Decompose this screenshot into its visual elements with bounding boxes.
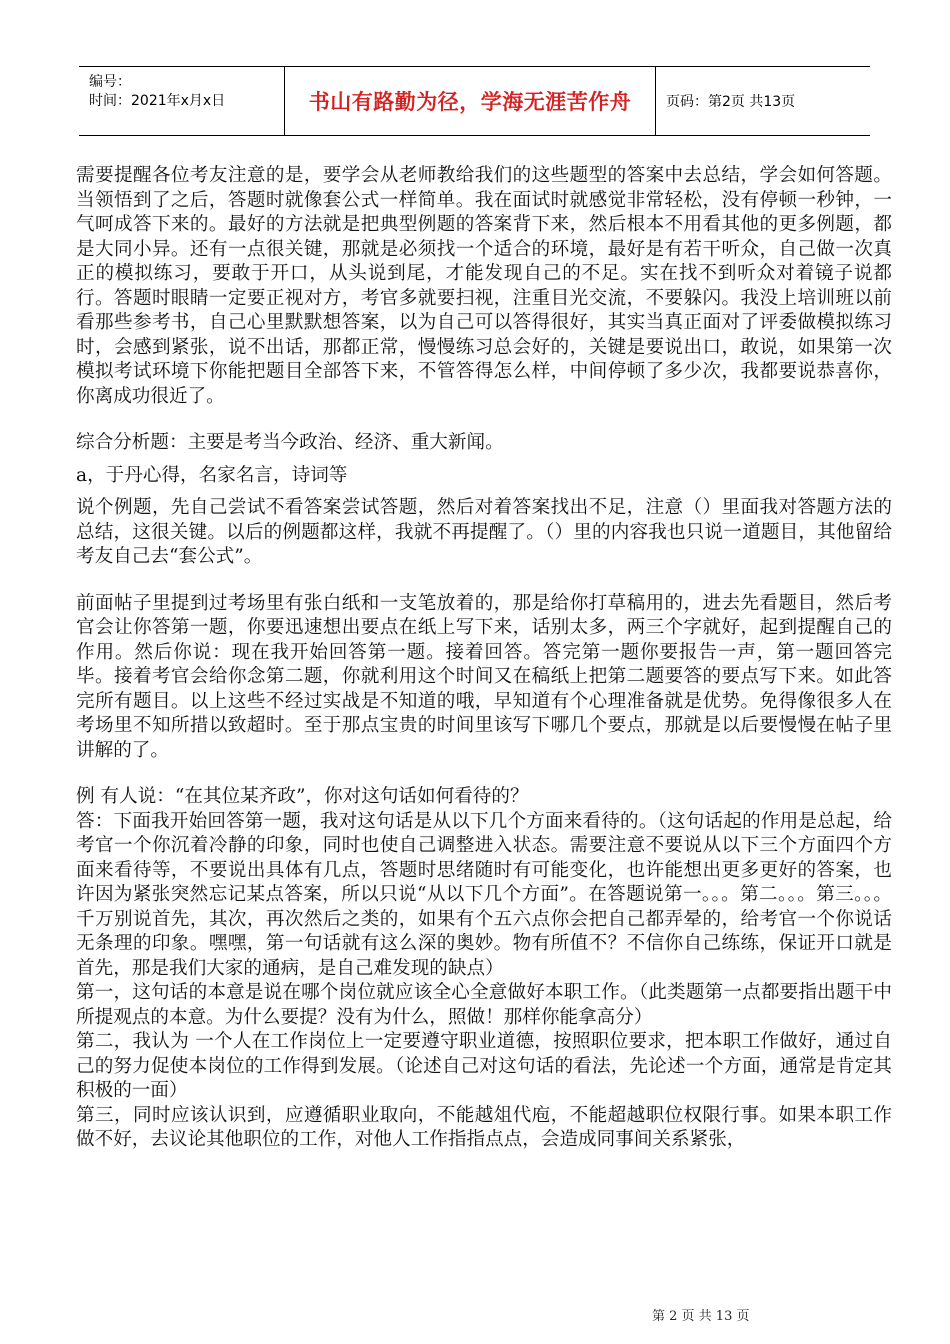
page-footer: 第 2 页 共 13 页 — [652, 1309, 750, 1324]
header-motto: 书山有路勤为径，学海无涯苦作舟 — [284, 67, 656, 135]
answer-opening: 答：下面我开始回答第一题，我对这句话是从以下几个方面来看待的。（这句话起的作用是总起，给考官一个你沉着冷静的印象，同时也使自己调整进入状态。需要注意不要说从以下三个方面四个方面来看待等，不要说出具体有几点，答题时思绪随时有可能变化，也许能想出更多更好的答案，也许因为紧张突然忘记某点答案，所以只说“从以下几个方面”。在答题说第一。。。第二。。。第三。。。千万别说首先，其次，再次然后之类的，如果有个五六点你会把自己都弄晕的，给考官一个你说话无条理的印象。嘿嘿，第一句话就有这么深的奥妙。物有所值不？不信你自己练练，保证开口就是首先，那是我们大家的通病，是自己难发现的缺点） — [76, 810, 892, 979]
paragraph-analysis-topic: 综合分析题：主要是考当今政治、经济、重大新闻。 — [76, 432, 504, 453]
paragraph-exam-procedure: 前面帖子里提到过考场里有张白纸和一支笔放着的，那是给你打草稿用的，进去先看题目，然后考官会让你答第一题，你要迅速想出要点在纸上写下来，话别太多，两三个字就好，起到提醒自己的作用。然后你说：现在我开始回答第一题。接着回答。答完第一题你要报告一声，第一题回答完毕。接着考官会给你念第二题，你就利用这个时间又在稿纸上把第二题要答的要点写下来。如此答完所有题目。以上这些不经过实战是不知道的哦，早知道有个心理准备就是优势。免得像很多人在考场里不知所措以致超时。至于那点宝贵的时间里该写下哪几个要点，那就是以后要慢慢在帖子里讲解的了。 — [76, 592, 892, 761]
answer-point-3: 第三，同时应该认识到，应遵循职业取向，不能越俎代庖，不能超越职位权限行事。如果本职工作做不好，去议论其他职位的工作，对他人工作指指点点，会造成同事间关系紧张， — [76, 1104, 892, 1150]
page-header — [79, 66, 870, 136]
paragraph-example-intro: 说个例题，先自己尝试不看答案尝试答题，然后对着答案找出不足，注意（）里面我对答题方法的总结，这很关键。以后的例题都这样，我就不再提醒了。（）里的内容我也只说一道题目，其他留给考友自己去“套公式”。 — [76, 497, 892, 567]
document-number-label: 编号： — [89, 74, 131, 90]
header-page-info: 页码：第2页 共13页 — [666, 94, 796, 110]
answer-point-2: 第二，我认为 一个人在工作岗位上一定要遵守职业道德，按照职位要求，把本职工作做好，通过自己的努力促使本岗位的工作得到发展。（论述自己对这句话的看法，先论述一个方面，通常是肯定其积极的一面） — [76, 1031, 892, 1101]
answer-point-1: 第一，这句话的本意是说在哪个岗位就应该全心全意做好本职工作。（此类题第一点都要指出题干中所提观点的本意。为什么要提？没有为什么，照做！那样你能拿高分） — [76, 982, 892, 1028]
paragraph-topic-sources: a，于丹心得，名家名言，诗词等 — [76, 464, 348, 486]
document-date: 时间：2021年x月x日 — [89, 93, 226, 109]
header-meta — [79, 67, 284, 135]
paragraph-study-advice: 需要提醒各位考友注意的是，要学会从老师教给我们的这些题型的答案中去总结，学会如何答题。当领悟到了之后，答题时就像套公式一样简单。我在面试时就感觉非常轻松，没有停顿一秒钟，一气呵成答下来的。最好的方法就是把典型例题的答案背下来，然后根本不用看其他的更多例题，都是大同小异。还有一点很关键，那就是必须找一个适合的环境，最好是有若干听众，自己做一次真正的模拟练习，要敢于开口，从头说到尾，才能发现自己的不足。实在找不到听众对着镜子说都行。答题时眼睛一定要正视对方，考官多就要扫视，注重目光交流，不要躲闪。我没上培训班以前看那些参考书，自己心里默默想答案，以为自己可以答得很好，其实当真正面对了评委做模拟练习时，会感到紧张，说不出话，那都正常，慢慢练习总会好的，关键是要说出口，敢说，如果第一次模拟考试环境下你能把题目全部答下来，不管答得怎么样，中间停顿了多少次，我都要说恭喜你，你离成功很近了。 — [76, 165, 892, 407]
example-question: 例 有人说：“在其位某齐政”，你对这句话如何看待的？ — [76, 786, 529, 807]
document-body — [76, 164, 892, 1153]
